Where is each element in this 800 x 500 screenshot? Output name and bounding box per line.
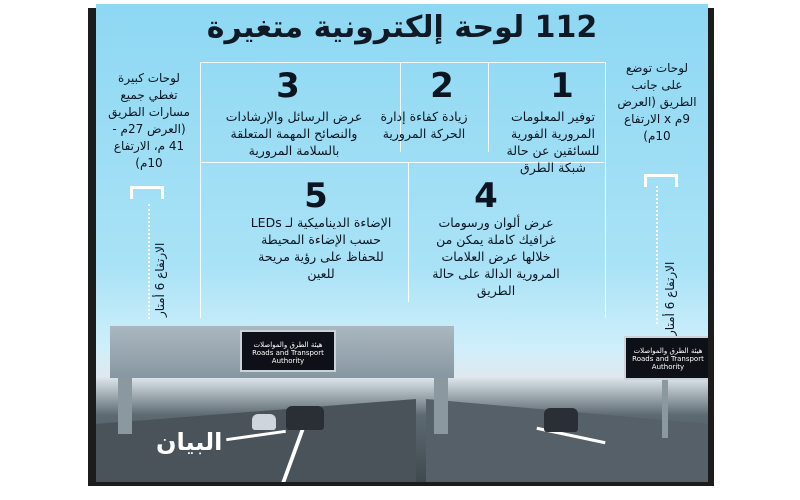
newspaper-logo: البيان	[156, 428, 223, 456]
roadside-pole	[662, 378, 668, 438]
feature-text-5: الإضاءة الديناميكية لـ LEDs حسب الإضاءة المحيطة للحفاظ على رؤية مريحة للعين	[250, 215, 392, 281]
feature-text-1: توفير المعلومات المرورية الفورية للسائقين عن حالة شبكة الطرق	[506, 109, 600, 175]
height-label-left: الارتفاع 6 أمتار	[153, 242, 167, 317]
feature-number-2: 2	[430, 66, 454, 106]
roadside-bracket-icon	[644, 174, 678, 187]
feature-number-5: 5	[304, 176, 328, 216]
height-label-right: الارتفاع 6 أمتار	[663, 261, 677, 336]
feature-text-4: عرض ألوان ورسومات غرافيك كاملة يمكن من خلالها عرض العلامات المرورية الدالة على حالة الطريق	[432, 215, 560, 298]
gantry-pole-right	[434, 378, 448, 434]
feature-number-1: 1	[550, 66, 574, 106]
feature-number-4: 4	[474, 176, 498, 216]
infographic-panel	[96, 4, 708, 482]
roadside-sign	[624, 336, 708, 380]
height-line-right	[656, 186, 658, 324]
left-info-text: لوحات كبيرة تغطي جميع مسارات الطريق (العرض 27م - 41 م، الارتفاع 10م)	[108, 71, 190, 170]
sign-arabic: هيئة الطرق والمواصلات	[633, 347, 703, 355]
car-icon	[286, 406, 324, 430]
sign-arabic: هيئة الطرق والمواصلات	[253, 341, 323, 349]
gantry-sign	[240, 330, 336, 372]
gantry-bracket-icon	[130, 186, 164, 199]
car-icon	[544, 408, 578, 432]
feature-text-3: عرض الرسائل والإرشادات والنصائح المهمة المتعلقة بالسلامة المرورية	[225, 109, 363, 158]
feature-text-2: زيادة كفاءة إدارة الحركة المرورية	[380, 109, 468, 141]
height-line-left	[148, 204, 150, 319]
sign-english: Roads and Transport Authority	[632, 355, 704, 371]
gantry-pole-left	[118, 378, 132, 434]
road-left	[96, 399, 416, 482]
feature-number-3: 3	[276, 66, 300, 106]
car-icon	[252, 414, 276, 430]
divider-line	[488, 62, 489, 152]
divider-line	[408, 162, 409, 302]
page-title: 112 لوحة إلكترونية متغيرة	[206, 10, 598, 45]
sign-english: Roads and Transport Authority	[252, 349, 324, 365]
right-info-text: لوحات توضع على جانب الطريق (العرض 9م x الارتفاع 10م)	[617, 61, 697, 143]
